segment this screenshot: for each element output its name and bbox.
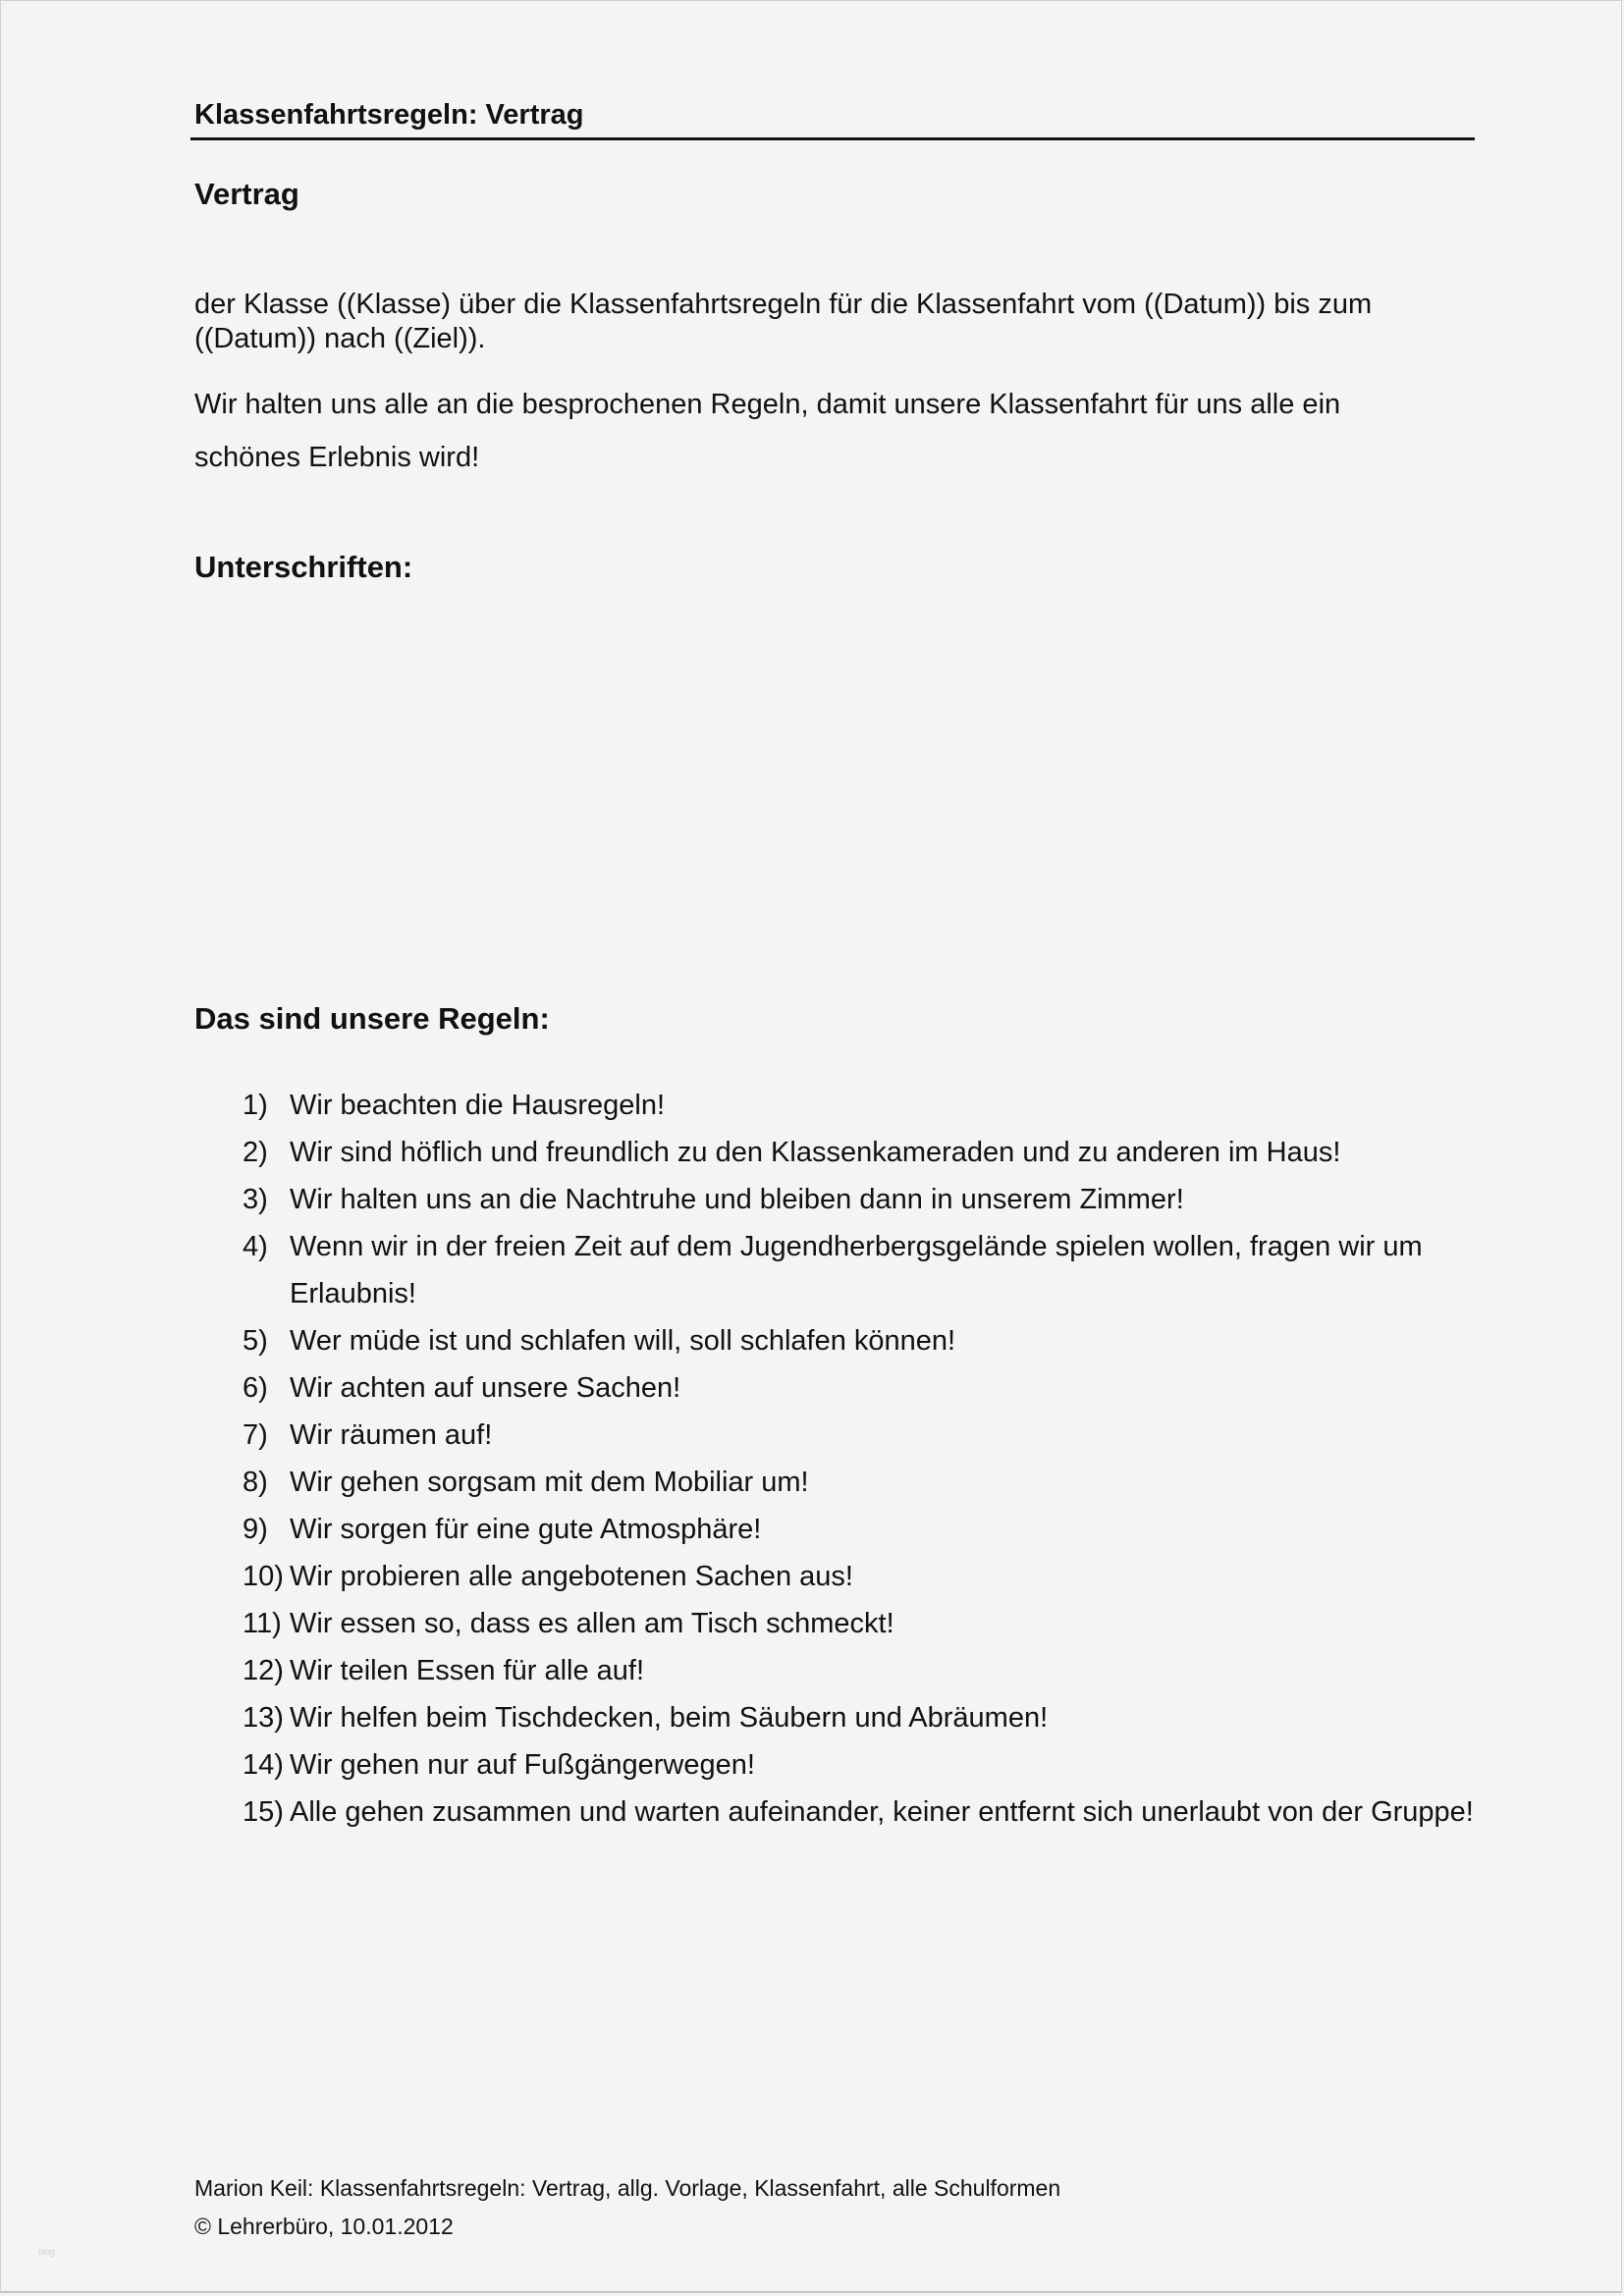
rule-text: Wir beachten die Hausregeln! <box>290 1090 666 1121</box>
commitment-line-1: Wir halten uns alle an die besprochenen Regeln, damit unsere Klassenfahrt für uns alle ein <box>194 389 1341 420</box>
rule-text: Wir essen so, dass es allen am Tisch schmeckt! <box>290 1608 894 1639</box>
signatures-heading: Unterschriften: <box>194 550 413 584</box>
rule-text: Wir räumen auf! <box>290 1419 493 1451</box>
rule-text: Wir gehen nur auf Fußgängerwegen! <box>290 1749 755 1781</box>
rule-text: Wir helfen beim Tischdecken, beim Säubern und Abräumen! <box>290 1702 1049 1734</box>
rule-text: Wir teilen Essen für alle auf! <box>290 1655 645 1686</box>
rule-number: 11) <box>243 1608 282 1639</box>
rule-number: 5) <box>243 1325 268 1357</box>
rule-number: 12) <box>243 1655 284 1686</box>
rule-text: Wir probieren alle angebotenen Sachen aus! <box>290 1561 853 1592</box>
rule-number: 4) <box>243 1231 268 1262</box>
rule-text: Wir gehen sorgsam mit dem Mobiliar um! <box>290 1467 809 1498</box>
rule-text: Alle gehen zusammen und warten aufeinander, keiner entfernt sich unerlaubt von der Gruppe! <box>290 1796 1474 1828</box>
header-divider <box>190 137 1475 140</box>
rule-text: Wer müde ist und schlafen will, soll schlafen können! <box>290 1325 956 1357</box>
rules-heading: Das sind unsere Regeln: <box>194 1001 550 1036</box>
intro-line-1: der Klasse ((Klasse) über die Klassenfahrtsregeln für die Klassenfahrt vom ((Datum)) bis zum <box>194 289 1373 320</box>
document-title: Vertrag <box>194 177 299 211</box>
rule-text: Wir halten uns an die Nachtruhe und bleiben dann in unserem Zimmer! <box>290 1184 1184 1215</box>
rule-number: 13) <box>243 1702 284 1734</box>
rule-text: Wir sind höflich und freundlich zu den Klassenkameraden und zu anderen im Haus! <box>290 1137 1341 1168</box>
footer-copyright: © Lehrerbüro, 10.01.2012 <box>194 2214 454 2239</box>
rule-number: 14) <box>243 1749 284 1781</box>
footer-credit: Marion Keil: Klassenfahrtsregeln: Vertrag, allg. Vorlage, Klassenfahrt, alle Schulformen <box>194 2175 1061 2201</box>
running-header-title: Klassenfahrtsregeln: Vertrag <box>194 99 584 131</box>
rule-number: 3) <box>243 1184 268 1215</box>
rule-number: 1) <box>243 1090 268 1121</box>
commitment-line-2: schönes Erlebnis wird! <box>194 442 480 473</box>
rule-number: 8) <box>243 1467 268 1498</box>
intro-line-2: ((Datum)) nach ((Ziel)). <box>194 323 486 354</box>
rule-number: 9) <box>243 1514 268 1545</box>
signature-area <box>194 600 1471 973</box>
rule-number: 2) <box>243 1137 268 1168</box>
rule-number: 6) <box>243 1372 268 1404</box>
rule-text: Wir sorgen für eine gute Atmosphäre! <box>290 1514 762 1545</box>
rule-text: Wir achten auf unsere Sachen! <box>290 1372 681 1404</box>
rule-number: 10) <box>243 1561 284 1592</box>
watermark: blog <box>38 2247 56 2257</box>
rule-text: Wenn wir in der freien Zeit auf dem Jugendherbergsgelände spielen wollen, fragen wir um Erlaubnis! <box>290 1231 1423 1309</box>
rule-number: 7) <box>243 1419 268 1451</box>
rule-number: 15) <box>243 1796 284 1828</box>
